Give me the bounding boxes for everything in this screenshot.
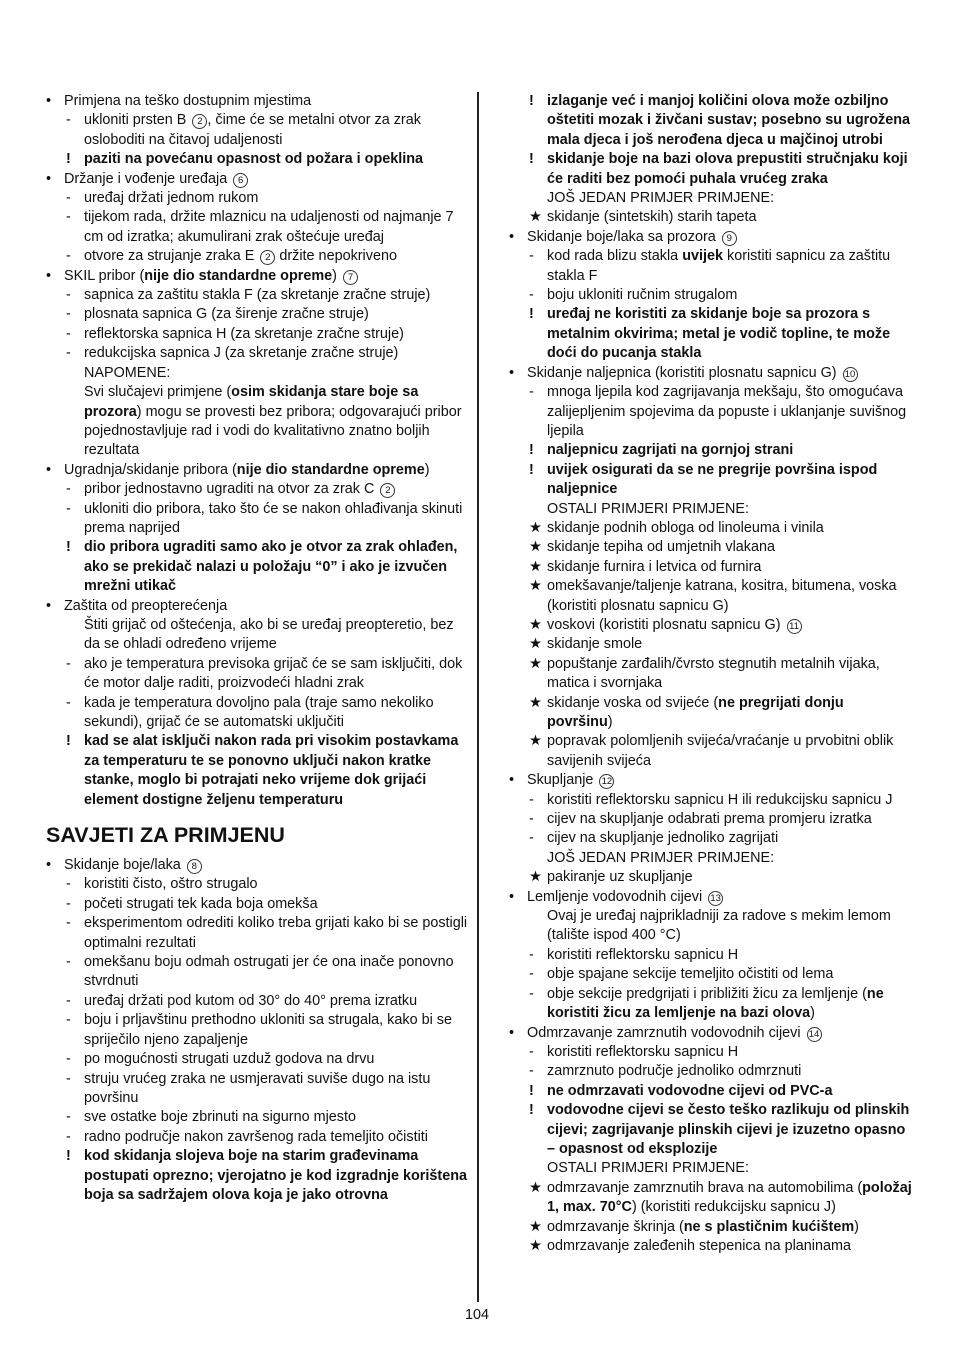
item-text: skidanje (sintetskih) starih tapeta <box>547 209 757 226</box>
item-text: Štiti grijač od oštećenja, ako bi se uređaj preopteretio, bez da se ohladi određeno vrijeme <box>84 616 454 653</box>
dash-item <box>66 111 468 150</box>
bullet-item <box>46 92 468 111</box>
item-text: vodovodne cijevi se često teško razlikuju od plinskih cijevi; zagrijavanje plinskih cijevi je izuzetno opasno – opasnost od eksplozije <box>547 1102 910 1157</box>
bullet-marker: • <box>46 857 52 874</box>
star-marker: ★ <box>529 539 542 556</box>
dash-marker: - <box>529 791 534 808</box>
dash-item <box>529 946 913 965</box>
dash-item <box>66 1011 468 1050</box>
warn-marker: ! <box>66 733 71 750</box>
star-marker: ★ <box>529 636 542 653</box>
warning-item <box>66 732 468 810</box>
dash-marker: - <box>66 112 71 129</box>
dash-item <box>529 1043 913 1062</box>
dash-marker: - <box>66 500 71 517</box>
star-item <box>529 655 913 694</box>
item-text: boju i prljavštinu prethodno ukloniti sa strugala, kako bi se spriječilo njeno zapaljenje <box>84 1012 452 1048</box>
dash-marker: - <box>66 190 71 207</box>
column-divider <box>477 92 479 1302</box>
item-text: popuštanje zarđalih/čvrsto stegnutih metalnih vijaka, matica i svornjaka <box>547 655 880 692</box>
star-item <box>529 208 913 227</box>
section-heading: SAVJETI ZA PRIMJENU <box>46 823 285 848</box>
item-text: otvore za strujanje zraka E 2 držite nepokriveno <box>84 248 397 265</box>
warn-marker: ! <box>66 151 71 168</box>
bullet-item <box>46 597 468 616</box>
item-text: SKIL pribor (nije dio standardne opreme) 7 <box>64 268 358 284</box>
dash-item <box>529 247 913 286</box>
dash-marker: - <box>529 1063 534 1080</box>
item-text: obje sekcije predgrijati i približiti žicu za lemljenje (ne koristiti žicu za lemljenje na bazi olova) <box>547 985 884 1022</box>
item-text: JOŠ JEDAN PRIMJER PRIMJENE: <box>547 849 775 866</box>
dash-item <box>529 383 913 441</box>
star-marker: ★ <box>529 616 542 633</box>
item-text: pakiranje uz skupljanje <box>547 869 693 886</box>
dash-marker: - <box>66 248 71 265</box>
item-text: Lemljenje vodovodnih cijevi 13 <box>527 889 723 905</box>
dash-item <box>66 992 468 1011</box>
dash-marker: - <box>66 915 71 932</box>
item-text: voskovi (koristiti plosnatu sapnicu G) 11 <box>547 617 802 633</box>
item-text: naljepnicu zagrijati na gornjoj strani <box>547 442 794 459</box>
warning-item <box>529 441 913 460</box>
dash-item <box>66 286 468 305</box>
dash-marker: - <box>66 209 71 226</box>
item-text: paziti na povećanu opasnost od požara i opeklina <box>84 151 424 168</box>
item-text: sve ostatke boje zbrinuti na sigurno mjesto <box>84 1109 356 1126</box>
dash-item <box>66 500 468 539</box>
dash-marker: - <box>529 384 534 401</box>
dash-item <box>66 953 468 992</box>
bullet-marker: • <box>46 93 52 109</box>
warning-item <box>529 461 913 500</box>
dash-marker: - <box>66 1070 71 1087</box>
item-text: Odmrzavanje zamrznutih vodovodnih cijevi 14 <box>527 1025 822 1041</box>
item-text: Skidanje boje/laka 8 <box>64 857 202 873</box>
bullet-item <box>46 461 468 480</box>
bullet-item <box>509 888 913 907</box>
dash-item <box>66 694 468 733</box>
warning-item <box>529 1101 913 1159</box>
item-text: skidanje furnira i letvica od furnira <box>547 558 762 575</box>
item-text: kod skidanja slojeva boje na starim građevinama postupati oprezno; vjerojatno je kod izgradnje korištena boja sa sadržajem olova koja je jako otrovna <box>84 1148 468 1203</box>
bullet-marker: • <box>46 461 52 478</box>
warning-item <box>66 150 468 169</box>
item-text: eksperimentom odrediti koliko treba grijati kako bi se postigli optimalni rezultati <box>84 915 468 951</box>
warn-marker: ! <box>529 93 534 109</box>
dash-marker: - <box>66 287 71 304</box>
star-item <box>529 1218 913 1237</box>
star-item <box>529 635 913 654</box>
item-text: skidanje podnih obloga od linoleuma i vinila <box>547 519 824 536</box>
text-line <box>529 189 913 208</box>
dash-item <box>66 1108 468 1127</box>
star-marker: ★ <box>529 1179 542 1196</box>
dash-marker: - <box>529 811 534 828</box>
page-number: 104 <box>464 1307 489 1323</box>
bullet-marker: • <box>46 597 52 614</box>
warning-item <box>66 1147 468 1205</box>
item-text: uređaj držati jednom rukom <box>84 190 259 207</box>
bullet-marker: • <box>46 170 52 187</box>
item-text: dio pribora ugraditi samo ako je otvor za zrak ohlađen, ako se prekidač nalazi u položaju “0” i ako je izvučen mrežni utikač <box>84 539 458 595</box>
bullet-item <box>46 267 468 286</box>
star-item <box>529 732 913 771</box>
dash-marker: - <box>66 481 71 498</box>
dash-item <box>66 914 468 953</box>
item-text: omekšavanje/taljenje katrana, kositra, bitumena, voska (koristiti plosnatu sapnicu G) <box>547 578 897 614</box>
dash-marker: - <box>529 1043 534 1060</box>
item-text: Ugradnja/skidanje pribora (nije dio standardne opreme) <box>64 461 430 478</box>
item-text: skidanje tepiha od umjetnih vlakana <box>547 539 776 556</box>
star-marker: ★ <box>529 694 542 711</box>
dash-marker: - <box>66 876 71 893</box>
item-text: izlaganje već i manjoj količini olova može ozbiljno oštetiti mozak i živčani sustav; posebno su ugrožena mala djeca i još nerođena djeca u majčinoj utrobi <box>547 93 911 148</box>
warn-marker: ! <box>529 1082 534 1099</box>
item-text: Skupljanje 12 <box>527 772 614 788</box>
item-text: početi strugati tek kada boja omekša <box>84 895 318 912</box>
warn-marker: ! <box>529 306 534 323</box>
bullet-item <box>509 1024 913 1043</box>
item-text: uređaj držati pod kutom od 30° do 40° prema izratku <box>84 992 418 1009</box>
item-text: omekšanu boju odmah ostrugati jer će ona inače ponovno stvrdnuti <box>84 954 454 990</box>
item-text: OSTALI PRIMJERI PRIMJENE: <box>547 500 750 517</box>
bullet-item <box>509 364 913 383</box>
dash-marker: - <box>529 946 534 963</box>
bullet-item <box>509 771 913 790</box>
dash-marker: - <box>66 345 71 362</box>
star-marker: ★ <box>529 869 542 886</box>
item-text: kod rada blizu stakla uvijek koristiti sapnicu za zaštitu stakla F <box>547 248 891 284</box>
warning-item <box>66 538 468 596</box>
dash-marker: - <box>529 966 534 983</box>
item-text: Zaštita od preopterećenja <box>64 597 228 614</box>
item-text: OSTALI PRIMJERI PRIMJENE: <box>547 1160 750 1177</box>
dash-marker: - <box>529 830 534 847</box>
bullet-marker: • <box>509 888 515 905</box>
item-text: Skidanje naljepnica (koristiti plosnatu sapnicu G) 10 <box>527 365 858 381</box>
dash-item <box>66 247 468 266</box>
item-text: Primjena na teško dostupnim mjestima <box>64 93 312 109</box>
item-text: cijev na skupljanje jednoliko zagrijati <box>547 830 779 847</box>
bullet-marker: • <box>509 228 515 245</box>
dash-item <box>529 829 913 848</box>
star-marker: ★ <box>529 1237 542 1254</box>
dash-marker: - <box>66 655 71 672</box>
right-column <box>509 92 913 1256</box>
bullet-marker: • <box>509 1024 515 1041</box>
dash-marker: - <box>529 985 534 1002</box>
item-text: ako je temperatura previsoka grijač će se sam isključiti, dok će motor dalje raditi, proizvodeći hladni zrak <box>84 655 463 692</box>
dash-marker: - <box>66 694 71 711</box>
bullet-item <box>509 228 913 247</box>
dash-item <box>529 810 913 829</box>
text-line <box>66 383 468 461</box>
dash-item <box>66 1128 468 1147</box>
dash-item <box>66 305 468 324</box>
bullet-marker: • <box>509 364 515 381</box>
item-text: cijev na skupljanje odabrati prema promjeru izratka <box>547 811 872 828</box>
warn-marker: ! <box>529 151 534 168</box>
warning-item <box>529 305 913 363</box>
item-text: Ovaj je uređaj najprikladniji za radove s mekim lemom (talište ispod 400 °C) <box>547 908 891 944</box>
warn-marker: ! <box>66 539 71 556</box>
item-text: skidanje smole <box>547 636 643 653</box>
star-marker: ★ <box>529 558 542 575</box>
item-text: odmrzavanje zamrznutih brava na automobilima (položaj 1, max. 70°C) (koristiti redukcijsku sapnicu J) <box>547 1179 912 1216</box>
star-item <box>529 1179 913 1218</box>
warn-marker: ! <box>529 442 534 459</box>
item-text: odmrzavanje zaleđenih stepenica na planinama <box>547 1237 852 1254</box>
dash-marker: - <box>66 306 71 323</box>
dash-item <box>66 1070 468 1109</box>
item-text: kada je temperatura dovoljno pala (traje samo nekoliko sekundi), grijač će se automatski uključiti <box>84 694 434 730</box>
item-text: uređaj ne koristiti za skidanje boje sa prozora s metalnim okvirima; metal je vodič topline, te može doći do pucanja stakla <box>547 306 891 362</box>
dash-marker: - <box>529 248 534 265</box>
dash-marker: - <box>66 1012 71 1029</box>
dash-marker: - <box>66 895 71 912</box>
bullet-item <box>46 856 468 875</box>
star-item <box>529 868 913 887</box>
text-line <box>529 907 913 946</box>
text-line <box>529 849 913 868</box>
left-column <box>46 92 468 1205</box>
dash-item <box>66 344 468 363</box>
dash-marker: - <box>66 1051 71 1068</box>
warn-marker: ! <box>66 1148 71 1165</box>
item-text: ukloniti prsten B 2 , čime će se metalni otvor za zrak osloboditi na čitavoj udaljenosti <box>84 112 421 148</box>
item-text: po mogućnosti strugati uzduž godova na drvu <box>84 1051 375 1068</box>
star-item <box>529 577 913 616</box>
star-item <box>529 558 913 577</box>
dash-marker: - <box>66 954 71 971</box>
item-text: obje spajane sekcije temeljito očistiti od lema <box>547 966 834 983</box>
dash-marker: - <box>529 287 534 304</box>
star-marker: ★ <box>529 655 542 672</box>
item-text: boju ukloniti ručnim strugalom <box>547 287 738 304</box>
dash-item <box>66 480 468 499</box>
item-text: pribor jednostavno ugraditi na otvor za zrak C 2 <box>84 481 395 497</box>
item-text: zamrznuto područje jednoliko odmrznuti <box>547 1063 802 1080</box>
bullet-marker: • <box>46 267 52 284</box>
star-item <box>529 616 913 635</box>
text-line <box>529 1159 913 1178</box>
item-text: NAPOMENE: <box>84 364 171 381</box>
text-line <box>66 364 468 383</box>
item-text: skidanje boje na bazi olova prepustiti stručnjaku koji će raditi bez pomoći puhala vrućeg zraka <box>547 151 908 187</box>
star-marker: ★ <box>529 209 542 226</box>
item-text: reflektorska sapnica H (za skretanje zračne struje) <box>84 325 404 342</box>
text-line <box>66 616 468 655</box>
text-line <box>529 500 913 519</box>
item-text: uvijek osigurati da se ne pregrije površina ispod naljepnice <box>547 461 878 498</box>
dash-item <box>66 655 468 694</box>
dash-item <box>66 875 468 894</box>
item-text: ukloniti dio pribora, tako što će se nakon ohlađivanja skinuti prema naprijed <box>84 500 463 536</box>
star-marker: ★ <box>529 519 542 536</box>
dash-item <box>529 286 913 305</box>
dash-marker: - <box>66 992 71 1009</box>
item-text: Držanje i vođenje uređaja 6 <box>64 171 248 187</box>
bullet-item <box>46 170 468 189</box>
item-text: koristiti reflektorsku sapnicu H <box>547 946 739 963</box>
dash-marker: - <box>66 1128 71 1145</box>
item-text: struju vrućeg zraka ne usmjeravati suviše dugo na istu površinu <box>84 1070 431 1106</box>
item-text: sapnica za zaštitu stakla F (za skretanje zračne struje) <box>84 287 431 304</box>
star-marker: ★ <box>529 578 542 595</box>
dash-item <box>529 1062 913 1081</box>
dash-item <box>66 208 468 247</box>
item-text: Skidanje boje/laka sa prozora 9 <box>527 229 737 245</box>
item-text: skidanje voska od svijeće (ne pregrijati donju površinu) <box>547 694 844 730</box>
item-text: kad se alat isključi nakon rada pri visokim postavkama za temperaturu te se ponovno uključi nakon kratke stanke, moglo bi potrajati neko vrijeme dok grijaći element dostigne željenu temperaturu <box>84 733 459 808</box>
dash-item <box>66 189 468 208</box>
item-text: ne odmrzavati vodovodne cijevi od PVC-a <box>547 1082 833 1099</box>
item-text: tijekom rada, držite mlaznicu na udaljenosti od najmanje 7 cm od izratka; akumulirani zrak oštećuje uređaj <box>84 209 454 245</box>
item-text: koristiti reflektorsku sapnicu H ili redukcijsku sapnicu J <box>547 791 893 808</box>
item-text: popravak polomljenih svijeća/vraćanje u prvobitni oblik savijenih svijeća <box>547 733 894 769</box>
item-text: JOŠ JEDAN PRIMJER PRIMJENE: <box>547 190 775 207</box>
item-text: odmrzavanje škrinja (ne s plastičnim kućištem) <box>547 1218 859 1235</box>
item-text: redukcijska sapnica J (za skretanje zračne struje) <box>84 345 399 362</box>
bullet-marker: • <box>509 772 515 789</box>
star-item <box>529 694 913 733</box>
dash-item <box>66 895 468 914</box>
dash-item <box>66 325 468 344</box>
dash-item <box>529 965 913 984</box>
warning-item <box>529 1082 913 1101</box>
item-text: mnoga ljepila kod zagrijavanja mekšaju, što omogućava zalijepljenim spojevima da popuste i uklanjanje suvišnog ljepila <box>547 384 907 439</box>
star-marker: ★ <box>529 733 542 750</box>
warn-marker: ! <box>529 1102 534 1119</box>
item-text: koristiti reflektorsku sapnicu H <box>547 1043 739 1060</box>
item-text: koristiti čisto, oštro strugalo <box>84 876 258 893</box>
dash-marker: - <box>66 325 71 342</box>
item-text: Svi slučajevi primjene (osim skidanja stare boje sa prozora) mogu se provesti bez pribora; odgovarajući pribor pojednostavljuje rad i vodi do kvalitativno znatno boljih rezultata <box>84 384 462 459</box>
star-item <box>529 519 913 538</box>
star-item <box>529 538 913 557</box>
dash-item <box>66 1050 468 1069</box>
item-text: plosnata sapnica G (za širenje zračne struje) <box>84 306 369 323</box>
warning-item <box>529 150 913 189</box>
warning-item <box>529 92 913 150</box>
dash-marker: - <box>66 1109 71 1126</box>
warn-marker: ! <box>529 461 534 478</box>
item-text: radno područje nakon završenog rada temeljito očistiti <box>84 1128 428 1145</box>
dash-item <box>529 985 913 1024</box>
star-item <box>529 1237 913 1256</box>
star-marker: ★ <box>529 1218 542 1235</box>
dash-item <box>529 791 913 810</box>
